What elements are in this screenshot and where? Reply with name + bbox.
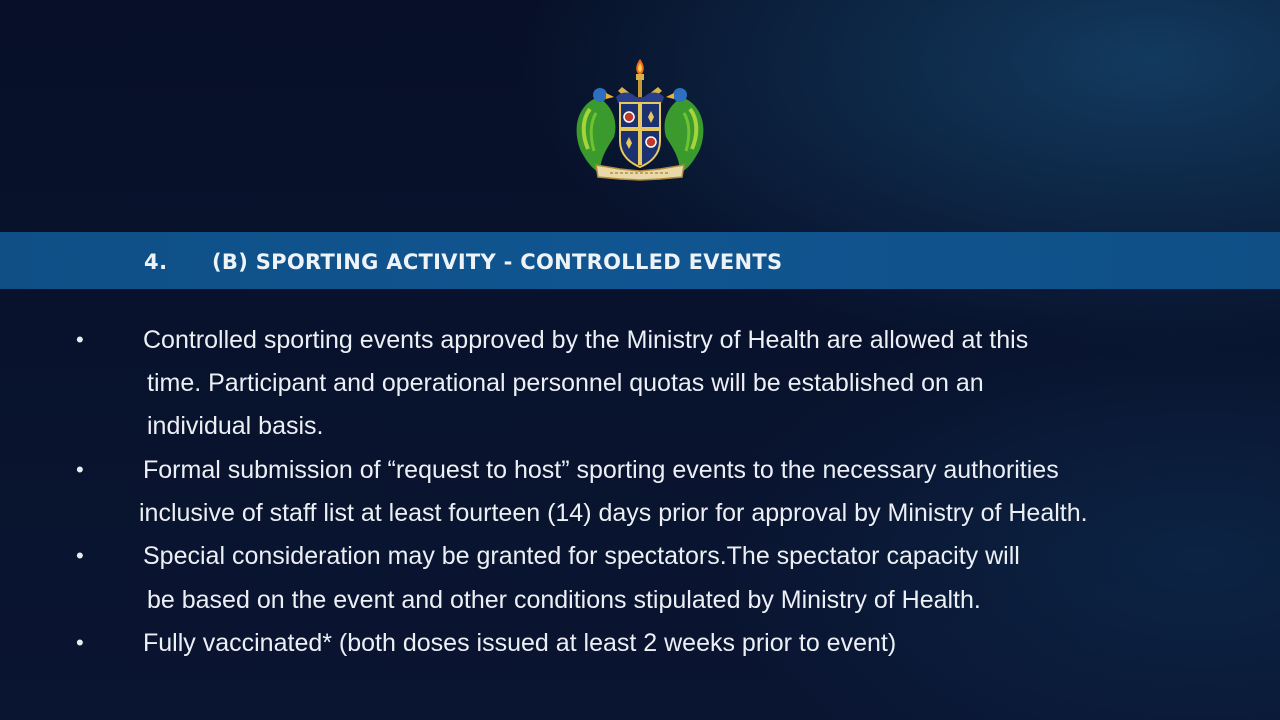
bullet-1-line-3: individual basis. xyxy=(147,412,324,440)
shield-icon xyxy=(620,103,660,167)
bullet-2-line-1: Formal submission of “request to host” sporting events to the necessary authorities xyxy=(143,456,1059,484)
bullet-marker: • xyxy=(76,630,84,655)
coat-of-arms-icon xyxy=(570,57,710,182)
bullet-marker: • xyxy=(76,543,84,568)
bullet-3-line-2: be based on the event and other conditions stipulated by Ministry of Health. xyxy=(147,586,981,614)
bullet-4-line-1: Fully vaccinated* (both doses issued at least 2 weeks prior to event) xyxy=(143,629,897,657)
bullet-marker: • xyxy=(76,457,84,482)
bullet-marker: • xyxy=(76,327,84,352)
bullet-1-line-2: time. Participant and operational personnel quotas will be established on an xyxy=(147,369,984,397)
right-parrot-icon xyxy=(665,88,704,173)
bullet-1-line-1: Controlled sporting events approved by the Ministry of Health are allowed at this xyxy=(143,326,1029,354)
section-title: (B) SPORTING ACTIVITY - CONTROLLED EVENTS xyxy=(212,250,783,274)
section-number: 4. xyxy=(144,250,168,274)
bullet-2-line-2: inclusive of staff list at least fourteen (14) days prior for approval by Ministry of Health. xyxy=(139,499,1088,527)
left-parrot-icon xyxy=(577,88,616,173)
torch-icon xyxy=(636,59,644,98)
bullet-3-line-1: Special consideration may be granted for spectators.The spectator capacity will xyxy=(143,542,1020,570)
